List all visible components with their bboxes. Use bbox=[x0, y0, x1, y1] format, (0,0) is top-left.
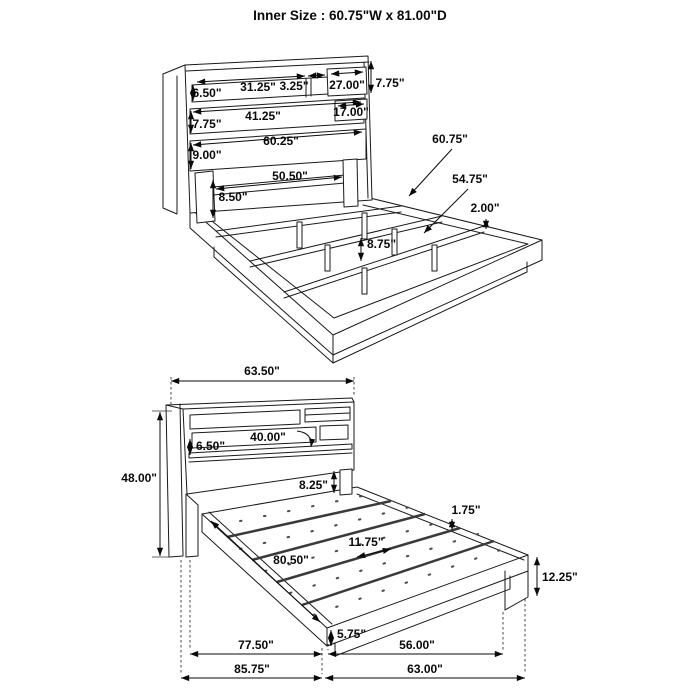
dim-plank-gap: 11.75" bbox=[348, 535, 384, 549]
dim-headboard-width: 63.50" bbox=[244, 364, 280, 378]
dim-platform-depth: 77.50" bbox=[238, 638, 274, 652]
bottom-view-diagram bbox=[121, 364, 577, 678]
dim-right-cubby-width: 17.00" bbox=[333, 105, 369, 119]
dim-shelf-lip-height: 6.50" bbox=[196, 439, 226, 453]
dim-top-shelf-inner-height: 6.50" bbox=[192, 86, 222, 100]
dim-headboard-height: 48.00" bbox=[121, 471, 157, 485]
dim-leg-height: 8.50" bbox=[218, 190, 248, 204]
dim-slat-length: 54.75" bbox=[452, 172, 488, 186]
dim-shelf-opening-width: 40.00" bbox=[250, 430, 286, 444]
dim-leg-span-width: 50.50" bbox=[272, 169, 308, 183]
dim-top-shelf-left-width: 31.25" bbox=[240, 80, 276, 94]
dim-frame-inner-width: 60.75" bbox=[432, 132, 468, 146]
dim-platform-side-height: 12.25" bbox=[542, 570, 578, 584]
page-title: Inner Size : 60.75"W x 81.00"D bbox=[253, 8, 447, 23]
top-view-diagram bbox=[163, 56, 542, 363]
dim-platform-width: 56.00" bbox=[399, 638, 435, 652]
dim-top-shelf-divider-width: 3.25" bbox=[279, 79, 309, 93]
dim-rail-thickness: 1.75" bbox=[451, 503, 481, 517]
dim-top-shelf-right-width: 27.00" bbox=[329, 78, 365, 92]
dim-bottom-shelf-height: 9.00" bbox=[192, 148, 222, 162]
dim-middle-shelf-height: 7.75" bbox=[192, 117, 222, 131]
dim-slat-gap: 8.75" bbox=[367, 237, 397, 251]
dim-bottom-shelf-width: 60.25" bbox=[263, 134, 299, 148]
dim-base-lip-height: 5.75" bbox=[337, 627, 367, 641]
dim-headboard-to-deck-height: 8.25" bbox=[298, 478, 328, 492]
dim-deck-length: 80.50" bbox=[273, 553, 309, 567]
dim-middle-shelf-width: 41.25" bbox=[245, 109, 281, 123]
dim-slat-width: 2.00" bbox=[470, 201, 500, 215]
dim-overall-width: 63.00" bbox=[407, 662, 443, 676]
dim-headboard-top-row-height: 7.75" bbox=[375, 76, 405, 90]
dim-overall-depth: 85.75" bbox=[234, 662, 270, 676]
